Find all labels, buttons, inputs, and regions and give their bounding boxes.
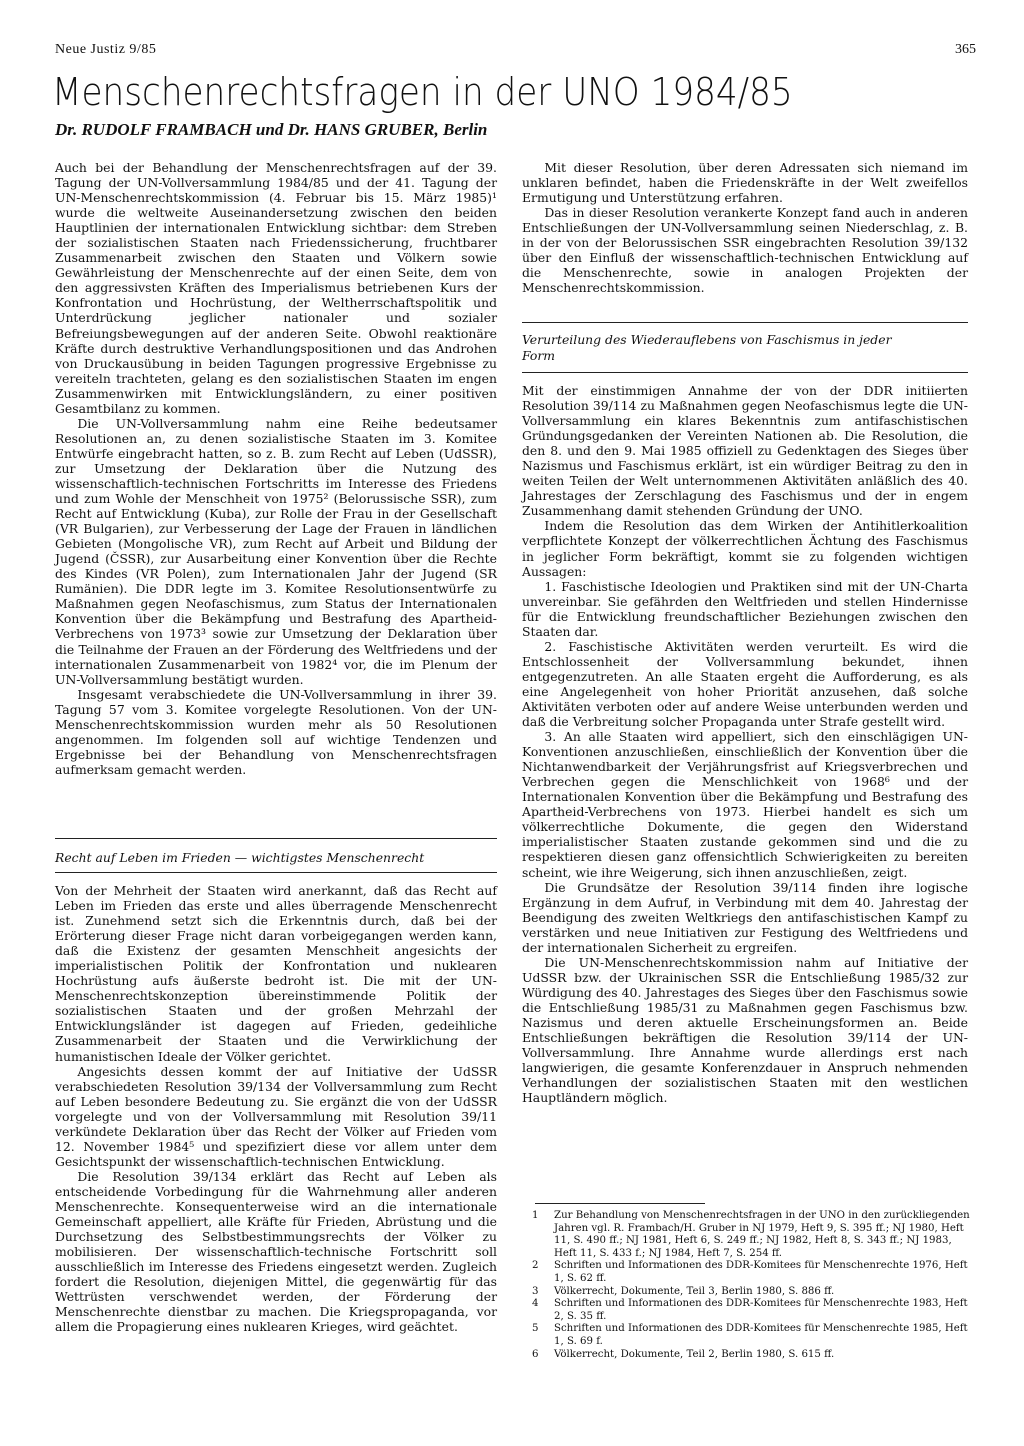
footnote-number: 5 <box>532 1323 539 1335</box>
article-authors: Dr. RUDOLF FRAMBACH und Dr. HANS GRUBER, Berlin <box>55 120 488 139</box>
paragraph: Das in dieser Resolution verankerte Konzept fand auch in anderen Entschließungen der UN-Vollversammlung seinen Niederschlag, z. B. in der von der Belorussischen SSR eingebrachten Resolution 39/132 über den Einfluß der wissenschaftlich-technischen Entwicklung auf die Menschenrechte, sowie in analogen Projekten der Menschenrechtskommission. <box>522 205 968 296</box>
footnote-number: 2 <box>532 1260 539 1272</box>
paragraph: Die Grundsätze der Resolution 39/114 finden ihre logische Ergänzung in dem Aufruf, in Verbindung mit dem 40. Jahrestag der Beendigung des zweiten Weltkriegs den antifaschistischen Kampf zu verstärken und neue Initiativen zur Festigung des Weltfriedens und der internationalen Sicherheit zu ergreifen. <box>522 879 968 955</box>
divider <box>55 838 497 839</box>
footnote <box>532 1286 972 1299</box>
footnote-number: 1 <box>532 1210 539 1221</box>
footnote-text: Schriften und Informationen des DDR-Komitees für Menschenrechte 1976, Heft 1, S. 62 ff. <box>554 1260 968 1284</box>
footnote-number: 3 <box>532 1285 539 1297</box>
paragraph: 2. Faschistische Aktivitäten werden verurteilt. Es wird die Entschlossenheit der Vollversammlung bekundet, ihnen entgegenzutreten. An alle Staaten ergeht die Aufforderung, es als eine Angelegenheit von hoher Priorität anzusehen, daß solche Aktivitäten verboten oder auf andere Weise unterbunden werden und daß die Verbreitung solcher Propaganda unter Strafe gestellt wird. <box>522 638 968 730</box>
footnote-text: Schriften und Informationen des DDR-Komitees für Menschenrechte 1983, Heft 2, S. 35 ff. <box>554 1298 968 1322</box>
section-heading: Verurteilung des Wiederauflebens von Faschismus in jeder Form <box>522 332 892 363</box>
page-number: 365 <box>955 42 976 57</box>
footnote-text: Völkerrecht, Dokumente, Teil 2, Berlin 1980, S. 615 ff. <box>554 1348 835 1360</box>
section-heading: Recht auf Leben im Frieden — wichtigstes Menschenrecht <box>55 850 425 865</box>
footnote <box>532 1349 972 1362</box>
article-title: Menschenrechtsfragen in der UNO 1984/85 <box>52 70 793 114</box>
paragraph: 3. An alle Staaten wird appelliert, sich den einschlägigen UN-Konventionen anzuschließen, einschließlich der Konvention über die Nichtanwendbarkeit der Verjährungsfrist auf Kriegsverbrechen und Verbrechen gegen die Menschlichkeit von 1968⁶ und der Internationalen Konvention über die Bekämpfung und Bestrafung des Apartheid-Verbrechens von 1973. Hierbei handelt es sich um völkerrechtliche Dokumente, die gegen den Widerstand imperialistischer Staaten zustande gekommen sind und die zu respektieren diesen ganz offensichtlich Schwierigkeiten zu bereiten scheint, wie ihre Weigerung, sich ihnen anzuschließen, zeigt. <box>522 729 968 880</box>
paragraph: Insgesamt verabschiedete die UN-Vollversammlung in ihrer 39. Tagung 57 vom 3. Komitee vorgelegte Resolutionen. Von der UN-Menschenrechtskommission wurden mehr als 50 Resolutionen angenommen. Im folgenden soll auf wichtige Tendenzen und Ergebnisse bei der Behandlung von Menschenrechtsfragen aufmerksam gemacht werden. <box>55 686 497 777</box>
footnote-text: Völkerrecht, Dokumente, Teil 3, Berlin 1980, S. 886 ff. <box>554 1285 835 1297</box>
left-column-intro <box>55 160 497 777</box>
footnote <box>532 1210 972 1260</box>
footnote-number: 4 <box>532 1298 539 1310</box>
right-column-intro <box>522 160 968 295</box>
right-column-section <box>522 383 968 1105</box>
paragraph: Indem die Resolution das dem Wirken der Antihitlerkoalition verpflichtete Konzept der völkerrechtlichen Ächtung des Faschismus in jeglicher Form bekräftigt, kommt sie zu folgenden wichtigen Aussagen: <box>522 518 968 579</box>
paragraph: Mit der einstimmigen Annahme der von der DDR initiierten Resolution 39/114 zu Maßnahmen gegen Neofaschismus legte die UN-Vollversammlung ein klares Bekenntnis zum antifaschistischen Gründungsgedanken der Vereinten Nationen ab. Die Resolution, die den 8. und den 9. Mai 1985 offiziell zu Gedenktagen des Sieges über Nazismus und Faschismus erklärt, ist ein würdiger Beitrag zu den in weiten Teilen der Welt unternommenen Aktivitäten anläßlich des 40. Jahrestages der Zerschlagung des Faschismus und der in engem Zusammenhang damit stehenden Gründung der UNO. <box>522 383 968 519</box>
paragraph: Von der Mehrheit der Staaten wird anerkannt, daß das Recht auf Leben im Frieden das erste und alles überragende Menschenrecht ist. Zunehmend setzt sich die Erkenntnis durch, daß bei der Erörterung dieser Frage nicht daran vorbeigegangen werden kann, daß die Existenz der gesamten Menschheit angesichts der imperialistischen Politik der Konfrontation und nuklearen Hochrüstung aufs äußerste bedroht ist. Die mit der UN-Menschenrechtskonzeption übereinstimmende Politik der sozialistischen Staaten und der großen Mehrzahl der Entwicklungsländer ist dagegen auf Frieden, gedeihliche Zusammenarbeit der Staaten und die Verwirklichung der humanistischen Ideale der Völker gerichtet. <box>55 883 497 1064</box>
paragraph: Mit dieser Resolution, über deren Adressaten sich niemand im unklaren befindet, haben die Friedenskräfte in der Welt zweifellos Ermutigung und Unterstützung erfahren. <box>522 160 968 206</box>
footnote <box>532 1323 972 1348</box>
paragraph: Die UN-Vollversammlung nahm eine Reihe bedeutsamer Resolutionen an, zu denen sozialistische Staaten im 3. Komitee Entwürfe eingebracht hatten, so z. B. zum Recht auf Leben (UdSSR), zur Umsetzung der Deklaration über die Nutzung des wissenschaftlich-technischen Fortschritts im Interesse des Friedens und zum Wohle der Menschheit von 1975² (Belorussische SSR), zum Recht auf Entwicklung (Kuba), zur Rolle der Frau in der Gesellschaft (VR Bulgarien), zur Verbesserung der Lage der Frauen in ländlichen Gebieten (Mongolische VR), zum Recht auf Arbeit und Bildung der Jugend (ČSSR), zur Ausarbeitung einer Konvention über die Rechte des Kindes (VR Polen), zum Internationalen Jahr der Jugend (SR Rumänien). Die DDR legte im 3. Komitee Resolutionsentwürfe zu Maßnahmen gegen Neofaschismus, zum Status der Internationalen Konvention über die Bekämpfung und Bestrafung des Apartheid-Verbrechens von 1973³ sowie zur Umsetzung der Deklaration über die Teilnahme der Frauen an der Förderung des Weltfriedens und der internationalen Zusammenarbeit von 1982⁴ vor, die im Plenum der UN-Vollversammlung bestätigt wurden. <box>55 415 497 687</box>
footnotes <box>532 1210 972 1361</box>
paragraph: Die UN-Menschenrechtskommission nahm auf Initiative der UdSSR bzw. der Ukrainischen SSR die Entschließung 1985/32 zur Würdigung des 40. Jahrestages des Sieges über den Faschismus sowie die Entschließung 1985/31 zu Maßnahmen gegen Faschismus bzw. Nazismus und deren aktuelle Erscheinungsformen an. Beide Entschließungen bekräftigen die Resolution 39/114 der UN-Vollversammlung. Ihre Annahme wurde allerdings erst nach langwierigen, die gesamte Konferenzdauer in Anspruch nehmenden Verhandlungen der sozialistischen Staaten mit den westlichen Hauptländern möglich. <box>522 954 968 1106</box>
divider <box>522 372 968 373</box>
paragraph: Auch bei der Behandlung der Menschenrechtsfragen auf der 39. Tagung der UN-Vollversammlung 1984/85 und der 41. Tagung der UN-Menschenrechtskommission (4. Februar bis 15. März 1985)¹ wurde die weltweite Auseinandersetzung zwischen den beiden Hauptlinien der internationalen Entwicklung sichtbar: dem Streben der sozialistischen Staaten nach Friedenssicherung, fruchtbarer Zusammenarbeit zwischen den Staaten und Völkern sowie Gewährleistung der Menschenrechte auf der einen Seite, dem von den aggressivsten Kräften des Imperialismus betriebenen Kurs der Konfrontation und Hochrüstung, der Weltherrschaftspolitik und Unterdrückung jeglicher nationaler und sozialer Befreiungsbewegungen auf der anderen Seite. Obwohl reaktionäre Kräfte durch destruktive Verhandlungspositionen und das Androhen von Druckausübung in beiden Tagungen progressive Ergebnisse zu vereiteln trachteten, gelang es den sozialistischen Staaten im engen Zusammenwirken mit Entwicklungsländern, zu einer positiven Gesamtbilanz zu kommen. <box>55 160 497 416</box>
paragraph: Angesichts dessen kommt der auf Initiative der UdSSR verabschiedeten Resolution 39/134 der Vollversammlung zum Recht auf Leben besondere Bedeutung zu. Sie ergänzt die von der UdSSR vorgelegte und von der Vollversammlung mit Resolution 39/11 verkündete Deklaration über das Recht der Völker auf Frieden vom 12. November 1984⁵ und spezifiziert diese vor allem unter dem Gesichtspunkt der wissenschaftlich-technischen Entwicklung. <box>55 1063 497 1169</box>
divider <box>522 322 968 323</box>
footnote-divider <box>535 1203 705 1204</box>
paragraph: Die Resolution 39/134 erklärt das Recht auf Leben als entscheidende Vorbedingung für die Wahrnehmung aller anderen Menschenrechte. Konsequenterweise wird an die internationale Gemeinschaft appelliert, alle Kräfte für Frieden, Abrüstung und die Durchsetzung des Selbstbestimmungsrechts der Völker zu mobilisieren. Der wissenschaftlich-technische Fortschritt soll ausschließlich im Interesse des Friedens eingesetzt werden. Zugleich fordert die Resolution, diejenigen Mittel, die gegenwärtig für das Wettrüsten verschwendet werden, der Förderung der Menschenrechte dienstbar zu machen. Die Kriegspropaganda, vor allem die Propagierung eines nuklearen Krieges, wird geächtet. <box>55 1168 497 1335</box>
footnote-text: Schriften und Informationen des DDR-Komitees für Menschenrechte 1985, Heft 1, S. 69 f. <box>554 1323 968 1347</box>
divider <box>55 872 497 873</box>
footnote-text: Zur Behandlung von Menschenrechtsfragen in der UNO in den zurückliegenden Jahren vgl. R. Frambach/H. Gruber in NJ 1979, Heft 9, S. 395 ff.; NJ 1980, Heft 11, S. 490 ff.; NJ 1981, Heft 6, S. 249 ff.; NJ 1982, Heft 8, S. 343 ff.; NJ 1983, Heft 11, S. 433 f.; NJ 1984, Heft 7, S. 254 ff. <box>554 1210 970 1259</box>
footnote <box>532 1260 972 1285</box>
footnote-number: 6 <box>532 1348 539 1360</box>
running-header: Neue Justiz 9/85 <box>55 42 157 57</box>
footnote <box>532 1298 972 1323</box>
left-column-section <box>55 883 497 1334</box>
paragraph: 1. Faschistische Ideologien und Praktiken sind mit der UN-Charta unvereinbar. Sie gefährden den Weltfrieden und stellen Hindernisse für die Entwicklung freundschaftlicher Beziehungen zwischen den Staaten dar. <box>522 578 968 639</box>
